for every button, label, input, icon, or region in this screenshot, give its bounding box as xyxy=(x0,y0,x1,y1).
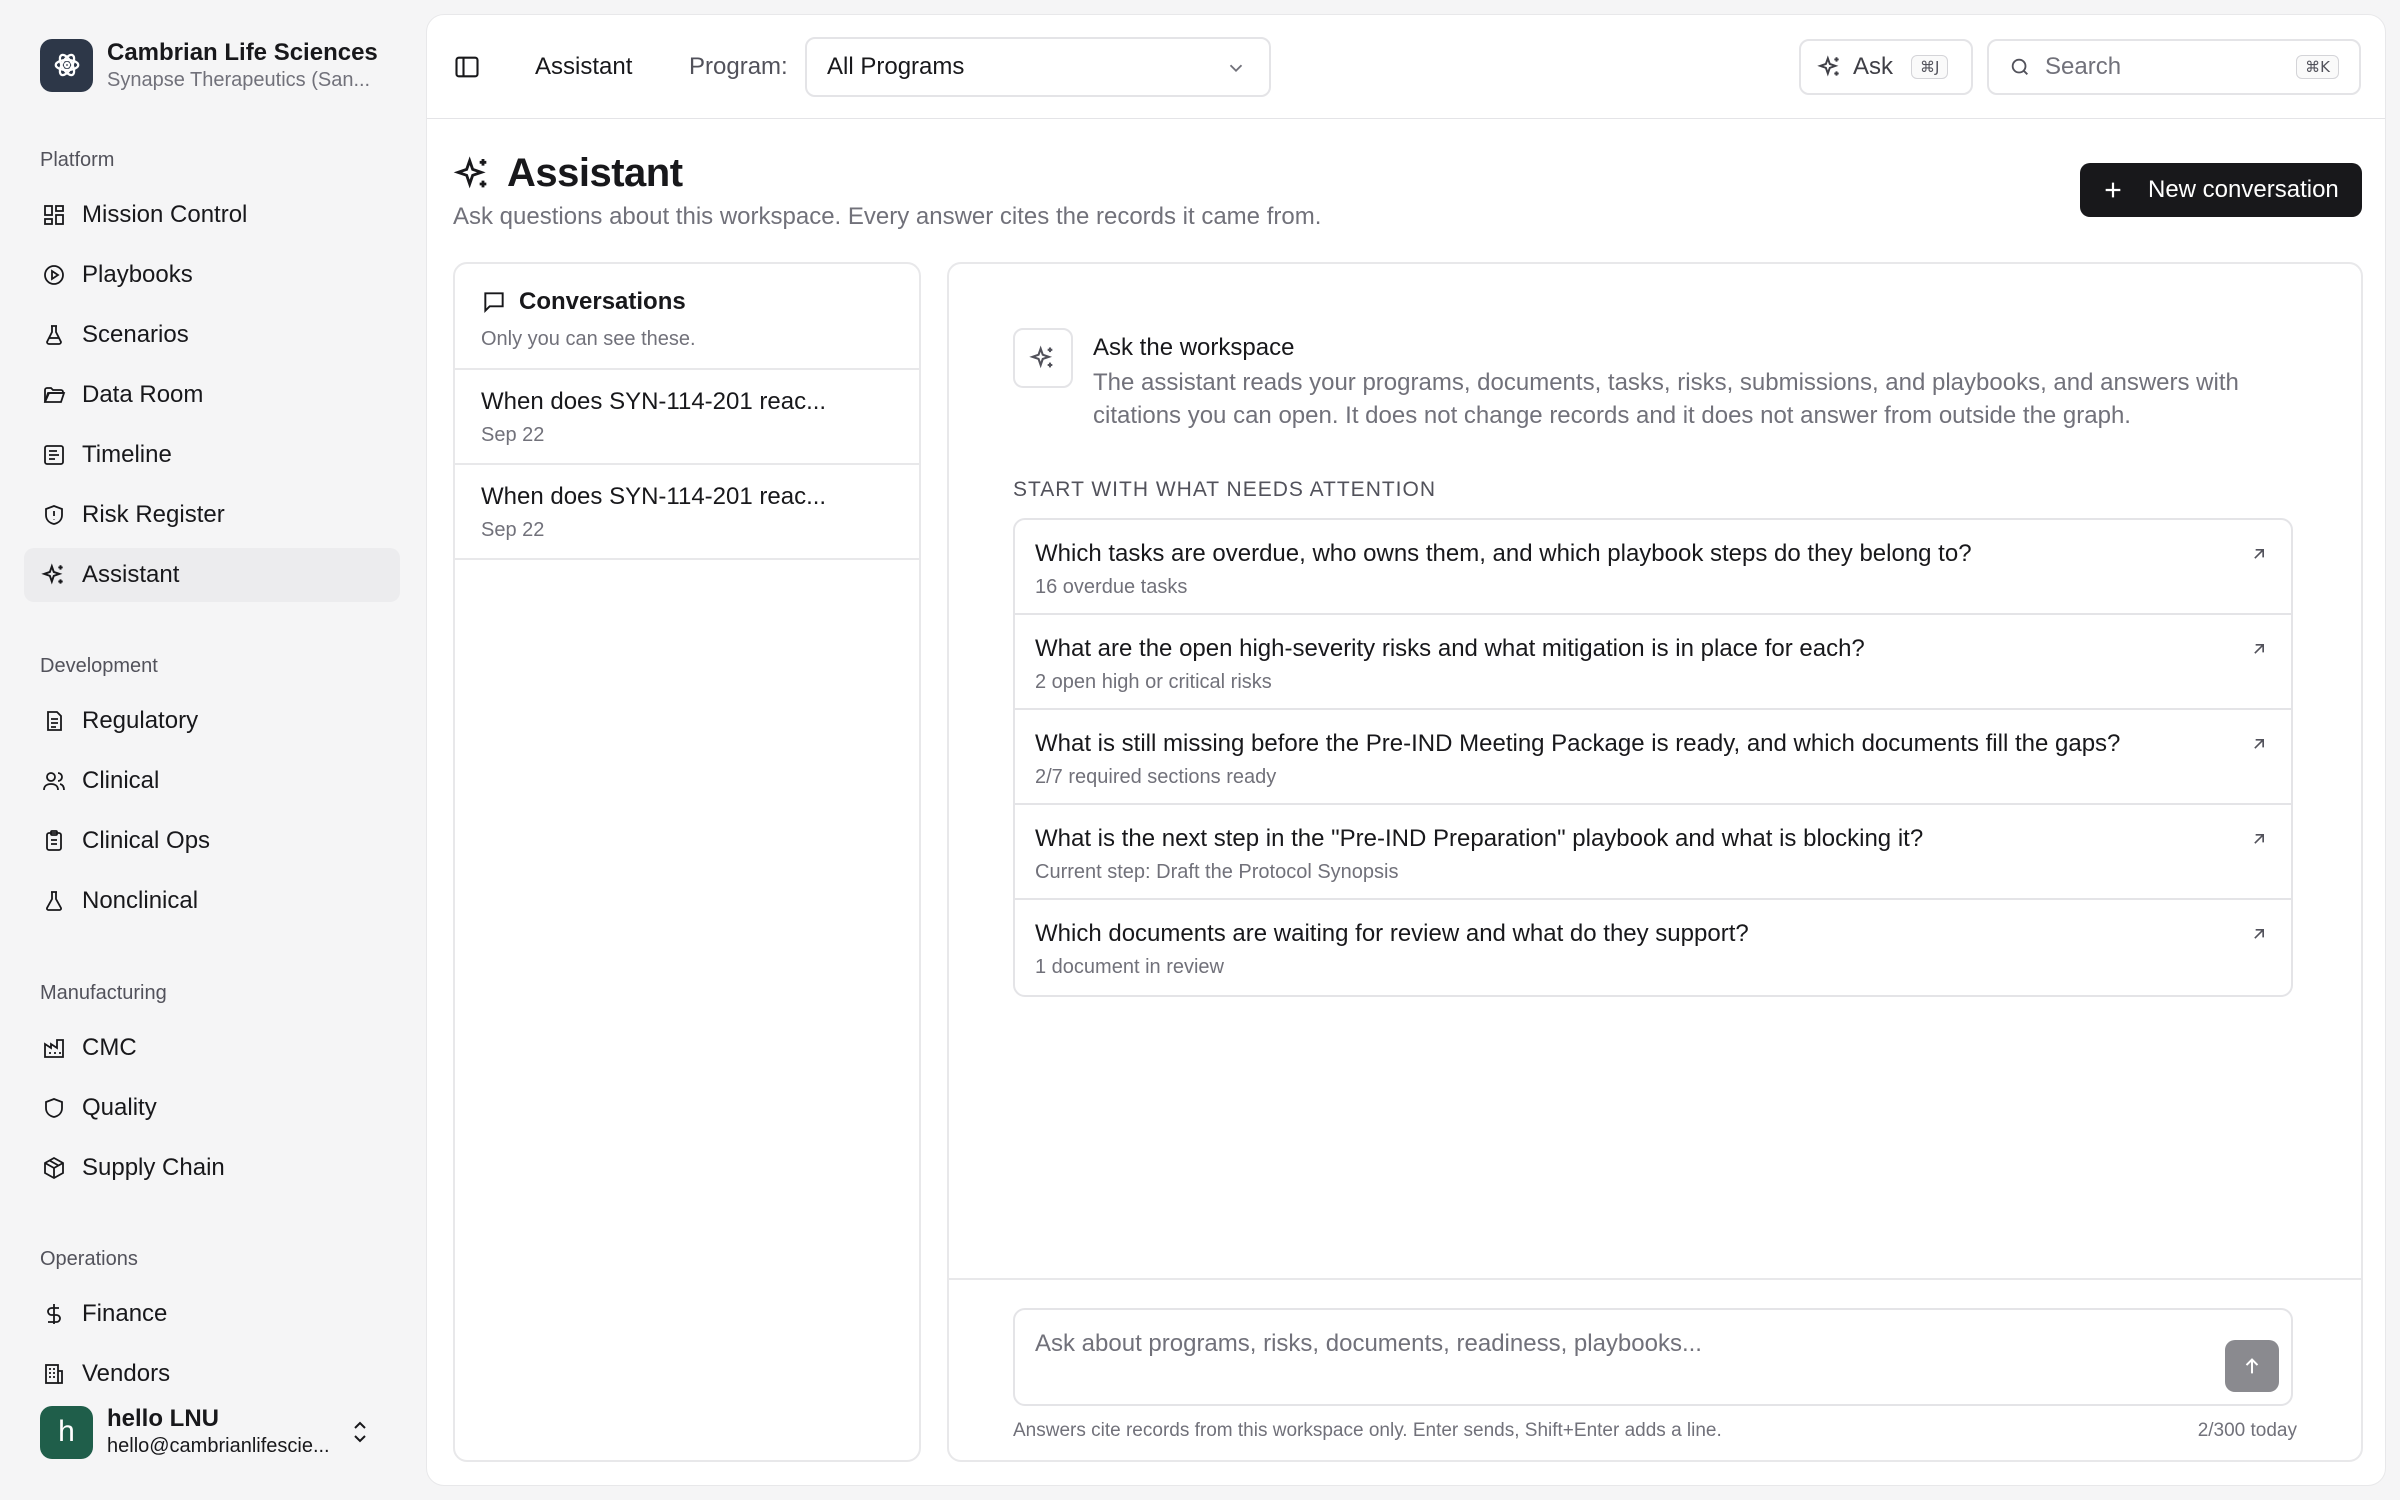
sidebar-item-finance[interactable] xyxy=(24,1287,400,1341)
new-conversation-button[interactable] xyxy=(2080,163,2362,217)
sidebar-item-label: Supply Chain xyxy=(82,1154,225,1181)
conversation-date: Sep 22 xyxy=(481,424,545,446)
chat-panel xyxy=(947,262,2363,1462)
suggestion-meta: 2 open high or critical risks xyxy=(1035,671,1272,693)
sidebar-item-assistant[interactable] xyxy=(24,548,400,602)
sparkles-icon xyxy=(1013,328,1073,388)
conversation-date: Sep 22 xyxy=(481,519,545,541)
intro-title: Ask the workspace xyxy=(1093,334,1295,361)
arrow-up-right-icon xyxy=(2249,544,2269,564)
sidebar-item-clinical[interactable] xyxy=(24,754,400,808)
clipboard-icon xyxy=(40,827,68,855)
sidebar-item-label: Scenarios xyxy=(82,321,189,348)
send-button[interactable] xyxy=(2225,1340,2279,1392)
play-circle-icon xyxy=(40,261,68,289)
sidebar-item-label: Assistant xyxy=(82,561,180,588)
suggestions-heading: START WITH WHAT NEEDS ATTENTION xyxy=(1013,478,1437,501)
nav-heading: Operations xyxy=(40,1248,138,1270)
sidebar-item-supply-chain[interactable] xyxy=(24,1141,400,1195)
topbar xyxy=(427,15,2385,119)
org-name: Cambrian Life Sciences xyxy=(107,39,378,66)
sidebar-item-label: Vendors xyxy=(82,1360,171,1387)
nav-heading: Development xyxy=(40,655,158,677)
sparkles-icon xyxy=(40,561,68,589)
main-panel xyxy=(426,14,2386,1486)
arrow-up-icon xyxy=(2241,1355,2263,1377)
suggestion-item[interactable] xyxy=(1015,615,2291,710)
avatar: h xyxy=(40,1406,93,1459)
sidebar-item-playbooks[interactable] xyxy=(24,248,400,302)
nav-section-operations xyxy=(24,1245,400,1407)
new-conversation-label: New conversation xyxy=(2148,176,2339,203)
page-title: Assistant xyxy=(507,151,683,195)
plus-icon xyxy=(2102,179,2124,201)
arrow-up-right-icon xyxy=(2249,734,2269,754)
dashboard-icon xyxy=(40,201,68,229)
suggestion-item[interactable] xyxy=(1015,520,2291,615)
org-subtitle: Synapse Therapeutics (San... xyxy=(107,69,371,91)
suggestion-meta: Current step: Draft the Protocol Synopsis xyxy=(1035,861,1399,883)
conversations-note: Only you can see these. xyxy=(481,328,696,350)
folder-open-icon xyxy=(40,381,68,409)
suggestion-question: Which tasks are overdue, who owns them, and which playbook steps do they belong to? xyxy=(1035,540,1972,567)
sidebar-item-label: Quality xyxy=(82,1094,157,1121)
suggestion-question: What is still missing before the Pre-IND Meeting Package is ready, and which documents fill the gaps? xyxy=(1035,730,2121,757)
beaker-icon xyxy=(40,887,68,915)
suggestion-meta: 16 overdue tasks xyxy=(1035,576,1188,598)
composer-hint: Answers cite records from this workspace only. Enter sends, Shift+Enter adds a line. xyxy=(1013,1420,1722,1441)
arrow-up-right-icon xyxy=(2249,924,2269,944)
usage-count: 2/300 today xyxy=(2197,1420,2297,1441)
search-placeholder: Search xyxy=(2045,53,2122,80)
flask-icon xyxy=(40,321,68,349)
ask-label: Ask xyxy=(1853,53,1894,80)
suggestions-list xyxy=(1013,518,2293,997)
sidebar-item-quality[interactable] xyxy=(24,1081,400,1135)
factory-icon xyxy=(40,1034,68,1062)
user-email: hello@cambrianlifescie... xyxy=(107,1435,330,1457)
sidebar-item-label: Playbooks xyxy=(82,261,193,288)
search-shortcut: ⌘K xyxy=(2296,55,2339,79)
sidebar-toggle-icon[interactable] xyxy=(453,53,485,85)
conversations-title: Conversations xyxy=(519,288,686,315)
sidebar-item-scenarios[interactable] xyxy=(24,308,400,362)
suggestion-meta: 1 document in review xyxy=(1035,956,1224,978)
composer xyxy=(1013,1308,2293,1406)
sidebar xyxy=(0,0,424,1500)
intro-description: The assistant reads your programs, documents, tasks, risks, submissions, and playbooks, and answers with citations you can open. It does not change records and it does not answer from outside the graph. xyxy=(1093,369,2239,429)
suggestion-question: What is the next step in the "Pre-IND Preparation" playbook and what is blocking it? xyxy=(1035,825,1924,852)
assistant-intro xyxy=(1013,328,2293,432)
program-select[interactable] xyxy=(805,37,1271,97)
sidebar-item-mission-control[interactable] xyxy=(24,188,400,242)
nav-heading: Platform xyxy=(40,149,115,171)
ask-button[interactable] xyxy=(1799,39,1973,95)
nav-section-manufacturing xyxy=(24,979,400,1201)
search-icon xyxy=(2009,56,2031,78)
suggestion-meta: 2/7 required sections ready xyxy=(1035,766,1277,788)
sidebar-item-label: Clinical Ops xyxy=(82,827,211,854)
search-input[interactable] xyxy=(1987,39,2361,95)
user-menu[interactable] xyxy=(24,1392,400,1472)
sidebar-item-cmc[interactable] xyxy=(24,1021,400,1075)
sidebar-item-nonclinical[interactable] xyxy=(24,874,400,928)
building-icon xyxy=(40,1360,68,1388)
sidebar-item-label: Clinical xyxy=(82,767,160,794)
sidebar-item-label: Finance xyxy=(82,1300,168,1327)
arrow-up-right-icon xyxy=(2249,639,2269,659)
shield-icon xyxy=(40,1094,68,1122)
sidebar-item-label: Regulatory xyxy=(82,707,199,734)
suggestion-item[interactable] xyxy=(1015,900,2291,995)
suggestion-item[interactable] xyxy=(1015,710,2291,805)
user-name: hello LNU xyxy=(107,1405,219,1432)
org-switcher[interactable] xyxy=(40,38,397,92)
message-input[interactable] xyxy=(1035,1324,2185,1364)
suggestion-question: What are the open high-severity risks and what mitigation is in place for each? xyxy=(1035,635,1865,662)
conversations-panel xyxy=(453,262,921,1462)
sidebar-item-regulatory[interactable] xyxy=(24,694,400,748)
conversation-title: When does SYN-114-201 reac... xyxy=(481,388,827,415)
nav-heading: Manufacturing xyxy=(40,982,167,1004)
arrow-up-right-icon xyxy=(2249,829,2269,849)
sparkles-icon xyxy=(453,154,493,194)
sidebar-item-label: CMC xyxy=(82,1034,137,1061)
users-icon xyxy=(40,767,68,795)
dollar-icon xyxy=(40,1300,68,1328)
sidebar-item-label: Timeline xyxy=(82,441,172,468)
chevron-down-icon xyxy=(1225,57,1247,79)
conversation-title: When does SYN-114-201 reac... xyxy=(481,483,827,510)
sidebar-item-label: Risk Register xyxy=(82,501,225,528)
sidebar-item-label: Nonclinical xyxy=(82,887,199,914)
sidebar-item-timeline[interactable] xyxy=(24,428,400,482)
chevrons-up-down-icon xyxy=(348,1418,372,1446)
suggestion-item[interactable] xyxy=(1015,805,2291,900)
nav-section-platform xyxy=(24,146,400,608)
message-square-icon xyxy=(481,289,507,315)
sidebar-item-risk-register[interactable] xyxy=(24,488,400,542)
breadcrumb[interactable]: Assistant xyxy=(535,53,633,80)
ask-shortcut: ⌘J xyxy=(1911,55,1948,79)
sidebar-item-label: Mission Control xyxy=(82,201,248,228)
sparkles-icon xyxy=(1817,54,1843,80)
package-icon xyxy=(40,1154,68,1182)
shield-alert-icon xyxy=(40,501,68,529)
sidebar-item-clinical-ops[interactable] xyxy=(24,814,400,868)
conversation-item[interactable] xyxy=(455,370,919,465)
sidebar-item-data-room[interactable] xyxy=(24,368,400,422)
composer-area xyxy=(949,1278,2361,1462)
program-select-value: All Programs xyxy=(827,53,965,80)
conversation-item[interactable] xyxy=(455,465,919,560)
timeline-icon xyxy=(40,441,68,469)
sidebar-item-label: Data Room xyxy=(82,381,204,408)
nav-section-development xyxy=(24,652,400,934)
program-label: Program: xyxy=(689,53,788,80)
page-header xyxy=(453,151,683,196)
org-logo-icon xyxy=(40,39,93,92)
file-text-icon xyxy=(40,707,68,735)
suggestion-question: Which documents are waiting for review and what do they support? xyxy=(1035,920,1749,947)
page-subtitle: Ask questions about this workspace. Every answer cites the records it came from. xyxy=(453,203,1322,230)
